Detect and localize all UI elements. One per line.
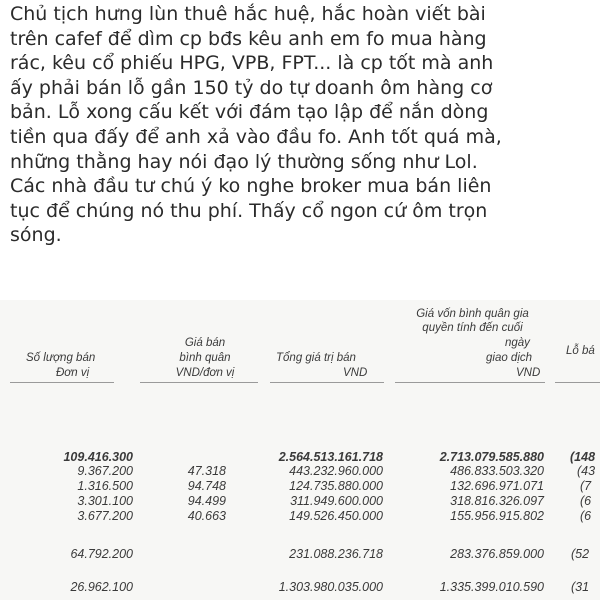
post-line: rác, kêu cổ phiếu HPG, VPB, FPT... là cp tốt mà anh [10,52,494,75]
cell-qty: 64.792.200 [70,547,133,561]
cell-loss: (52 [571,547,590,561]
cell-total: 1.303.980.035.000 [278,580,383,594]
header-rule [10,382,114,383]
post-line: những thằng hay nói đạo lý thường sống như Lol. [10,150,478,173]
post-line: ấy phải bán lỗ gần 150 tỷ do tự doanh ôm hàng cơ [10,76,493,99]
post-line: bản. Lỗ xong cấu kết với đám tạo lập để nắn dòng [10,101,489,124]
header-cost-line: Giá vốn bình quân gia [416,308,529,320]
post-line: Các nhà đầu tư chú ý ko nghe broker mua bán liên [10,175,492,198]
cell-cost: 318.816.326.097 [450,494,544,508]
cell-cost: 132.696.971.071 [450,479,544,493]
header-cost-line: quyền tính đến cuối [422,322,523,334]
header-cost-line: giao dịch [486,352,533,364]
financial-table-image [0,300,600,600]
cell-loss: (6 [580,494,592,508]
cell-loss: (43 [577,464,596,478]
header-cost-line: VND [516,367,541,379]
cell-price: 47.318 [187,464,226,478]
cell-loss: (7 [580,479,592,493]
header-qty-line: Số lượng bán [26,352,96,364]
cell-total: 2.564.513.161.718 [278,450,383,464]
cell-total: 443.232.960.000 [289,464,383,478]
cell-qty: 26.962.100 [70,580,133,594]
cell-total: 311.949.600.000 [290,494,383,508]
cell-cost: 155.956.915.802 [450,509,544,523]
cell-cost: 1.335.399.010.590 [439,580,544,594]
header-rule [555,382,600,383]
cell-total: 231.088.236.718 [289,547,383,561]
header-price-line: bình quân [179,352,231,364]
post-line: Chủ tịch hưng lùn thuê hắc huệ, hắc hoàn viết bài [10,3,486,25]
post-line: tiền qua đấy để anh xả vào đầu fo. Anh tốt quá mà, [10,125,502,148]
cell-qty: 109.416.300 [63,450,133,464]
cell-loss: (6 [580,509,592,523]
header-rule [270,382,384,383]
cell-qty: 3.677.200 [77,509,133,523]
header-rule [140,382,258,383]
header-price-line: Giá bán [184,337,226,349]
post-line: trên cafef để dìm cp bđs kêu anh em fo mua hàng [10,27,487,50]
header-price-line: VND/đơn vị [175,367,235,379]
cell-cost: 486.833.503.320 [450,464,544,478]
cell-qty: 1.316.500 [77,479,133,493]
header-qty-line: Đơn vị [56,367,90,379]
cell-total: 149.526.450.000 [289,509,383,523]
post-line: sóng. [10,224,62,247]
post-line: tục để chúng nó thu phí. Thấy cổ ngon cứ ôm trọn [10,199,488,222]
cell-total: 124.735.880.000 [289,479,383,493]
cell-qty: 9.367.200 [77,464,133,478]
cell-qty: 3.301.100 [77,494,133,508]
header-total-line: VND [343,367,368,379]
cell-loss: (148 [570,450,596,464]
header-cost-line: ngày [505,337,530,349]
header-total-line: Tổng giá trị bán [276,352,356,364]
post-text [10,2,595,248]
cell-price: 94.748 [187,479,226,493]
header-rule [395,382,545,383]
cell-loss: (31 [571,580,590,594]
header-loss-line: Lỗ bá [566,345,595,357]
cell-cost: 283.376.859.000 [450,547,544,561]
cell-price: 40.663 [187,509,226,523]
cell-price: 94.499 [187,494,226,508]
cell-cost: 2.713.079.585.880 [439,450,544,464]
